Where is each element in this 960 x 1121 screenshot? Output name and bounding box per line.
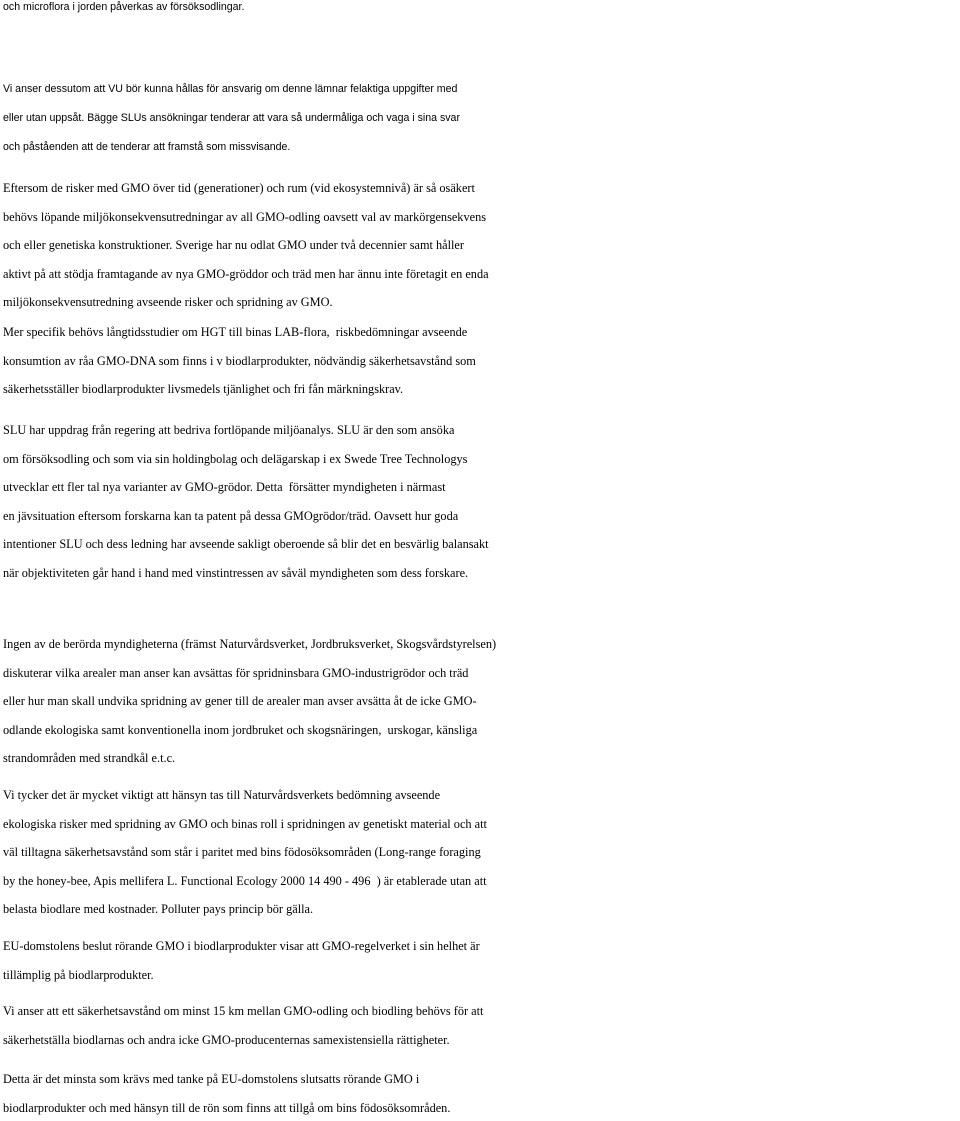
text-line: konsumtion av råa GMO-DNA som finns i v biodlarprodukter, nödvändig säkerhetsavstånd som [3, 353, 476, 368]
text-line: ekologiska risker med spridning av GMO och binas roll i spridningen av genetiskt material och att [3, 816, 487, 831]
text-line: eller hur man skall undvika spridning av gener till de arealer man avser avsätta åt de icke GMO- [3, 694, 477, 708]
text-line: Vi tycker det är mycket viktigt att hänsyn tas till Naturvårdsverkets bedömning avseende [3, 788, 441, 802]
paragraph-15km-distance [3, 997, 960, 1054]
text-line: utvecklar ett fler tal nya varianter av GMO-grödor. Detta försätter myndigheten i närmast [3, 480, 446, 494]
text-line: Ingen av de berörda myndigheterna (främst Naturvårdsverket, Jordbruksverket, Skogsvårdstyrelsen) [3, 637, 497, 651]
text-line: och eller genetiska konstruktioner. Sverige har nu odlat GMO under två decennier samt håller [3, 238, 464, 252]
text-line: intentioner SLU och dess ledning har avseende sakligt oberoende så blir det en besvärlig balansakt [3, 537, 489, 551]
text-line: en jävsituation eftersom forskarna kan ta patent på dessa GMOgrödor/träd. Oavsett hur goda [3, 508, 459, 523]
paragraph-eu-court [3, 932, 960, 989]
paragraph-slu-mandate [3, 416, 960, 587]
text-line: om försöksodling och som via sin holdingbolag och delägarskap i ex Swede Tree Technologys [3, 451, 468, 466]
text-line: säkerhetsställer biodlarprodukter livsmedels tjänlighet och fri fån märkningskrav. [3, 382, 404, 396]
text-line: och microflora i jorden påverkas av försöksodlingar. [3, 1, 245, 13]
paragraph-safety-distance [3, 781, 960, 924]
text-line: tillämplig på biodlarprodukter. [3, 967, 154, 982]
text-line: odlande ekologiska samt konventionella inom jordbruket och skogsnäringen, urskogar, känsliga [3, 722, 478, 737]
paragraph-microflora [3, 0, 960, 22]
text-line: säkerhetställa biodlarnas och andra icke GMO-producenternas samexistensiella rättigheter. [3, 1032, 450, 1047]
text-line: Detta är det minsta som krävs med tanke på EU-domstolens slutsatts rörande GMO i [3, 1072, 420, 1086]
paragraph-minimum-requirement [3, 1065, 960, 1121]
text-line: Mer specifik behövs långtidsstudier om HGT till binas LAB-flora, riskbedömningar avseende [3, 325, 468, 339]
text-line: by the honey-bee, Apis mellifera L. Functional Ecology 2000 14 490 - 496 ) är etablerade utan att [3, 873, 487, 888]
text-line: aktivt på att stödja framtagande av nya GMO-gröddor och träd men har ännu inte företagit en enda [3, 266, 489, 281]
text-line: Eftersom de risker med GMO över tid (generationer) och rum (vid ekosystemnivå) är så osäkert [3, 181, 475, 195]
text-line: SLU har uppdrag från regering att bedriva fortlöpande miljöanalys. SLU är den som ansöka [3, 423, 455, 437]
text-line: miljökonsekvensutredning avseende risker och spridning av GMO. [3, 295, 333, 309]
text-line: Vi anser att ett säkerhetsavstånd om minst 15 km mellan GMO-odling och biodling behövs för att [3, 1004, 484, 1018]
text-line: Vi anser dessutom att VU bör kunna hållas för ansvarig om denne lämnar felaktiga uppgifter med [3, 83, 458, 95]
text-line: belasta biodlare med kostnader. Polluter pays princip bör gälla. [3, 902, 314, 916]
text-line: eller utan uppsåt. Bägge SLUs ansökningar tenderar att vara så undermåliga och vaga i sina svar [3, 112, 460, 124]
text-line: behövs löpande miljökonsekvensutredningar av all GMO-odling oavsett val av markörgensekvens [3, 209, 487, 224]
text-line: diskuterar vilka arealer man anser kan avsättas för spridninsbara GMO-industrigrödor och träd [3, 665, 469, 680]
paragraph-authorities [3, 630, 960, 773]
paragraph-responsibility [3, 75, 960, 162]
text-line: väl tilltagna säkerhetsavstånd som står i paritet med bins födosöksområden (Long-range foraging [3, 845, 481, 859]
text-line: biodlarprodukter och med hänsyn till de rön som finns att tillgå om bins födosöksområden. [3, 1100, 451, 1115]
paragraph-risk-assessment [3, 174, 960, 317]
text-line: EU-domstolens beslut rörande GMO i biodlarprodukter visar att GMO-regelverket i sin helhet är [3, 939, 480, 953]
paragraph-long-term-studies [3, 318, 960, 404]
text-line: och påståenden att de tenderar att framstå som missvisande. [3, 141, 291, 153]
text-line: när objektiviteten går hand i hand med vinstintressen av såväl myndigheten som dess forskare. [3, 565, 469, 580]
text-line: strandområden med strandkål e.t.c. [3, 751, 176, 765]
